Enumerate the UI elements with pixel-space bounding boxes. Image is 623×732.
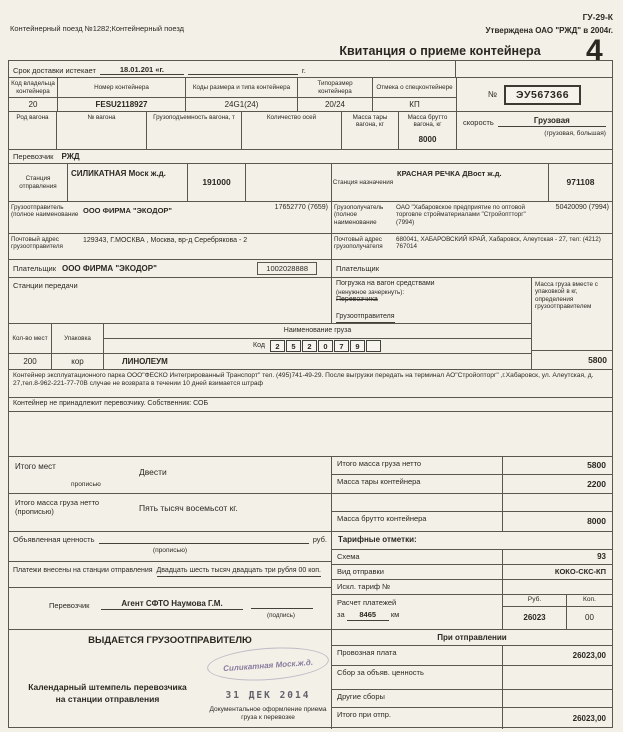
kop-header: Коп. (566, 595, 612, 606)
calendar-stamp-note: Календарный штемпель перевозчика на станции отправления (28, 682, 187, 704)
charge-label: Сбор за объяв. ценность (337, 668, 424, 677)
declared-value-label: Объявленная ценность (13, 535, 95, 544)
cargo-code-digit: 9 (350, 340, 365, 352)
charge-row (332, 708, 612, 729)
loading-means-note: (ненужное зачеркнуть): (336, 288, 405, 296)
excl-tariff-row (332, 580, 612, 595)
totals-gross-right (331, 494, 612, 531)
size-type-cell (185, 78, 297, 111)
form-approved: Утверждена ОАО "РЖД" в 2004г. (485, 26, 613, 35)
cargo-code-digit: 2 (302, 340, 317, 352)
station-stamp (207, 648, 329, 701)
station-to-code: 971108 (548, 164, 612, 201)
cargo-mass-value: 5800 (588, 354, 607, 365)
tariff-scheme-label: Схема (337, 552, 360, 561)
cargo-mass-column (531, 278, 612, 369)
totals-net-row (9, 493, 612, 531)
consignee-address-value: 680041, ХАБАРОВСКИЙ КРАЙ, Хабаровск, Алеутская - 27, тел: (4212) 767014 (396, 236, 601, 251)
wagon-gross-label: Масса брутто вагона, кг (407, 114, 448, 129)
cargo-pack-label: Упаковка (51, 324, 103, 353)
tare-mass-value: 2200 (502, 475, 612, 493)
size-type-label: Коды размера и типа контейнера (186, 78, 297, 98)
wagon-type-label: Род вагона (16, 114, 49, 121)
typesize-label: Типоразмер контейнера (298, 78, 372, 98)
carrier-row (9, 149, 612, 163)
stations-row (9, 163, 612, 201)
net-mass-label: Итого масса груза нетто (337, 459, 422, 468)
payer2-label: Плательщик (336, 263, 379, 273)
excl-tariff-label: Искл. тариф № (337, 582, 391, 591)
signature-agent-name: Агент СФТО Наумова Г.М. (101, 599, 243, 610)
totals-places-left (9, 457, 331, 493)
bottom-section (9, 629, 612, 729)
charge-value (502, 666, 612, 689)
charge-label: Провозная плата (337, 648, 397, 657)
cargo-code-label: Код (253, 341, 265, 349)
cargo-left (9, 278, 531, 369)
consignee-half (331, 202, 612, 233)
charge-row (332, 666, 612, 690)
gross-mass-value: 8000 (502, 512, 612, 531)
cargo-code-digit: 7 (334, 340, 349, 352)
loading-by-shipper: Грузоотправителя (336, 313, 395, 323)
payments-made-words: Двадцать шесть тысяч двадцать три рубля 00 коп. (157, 567, 321, 577)
station-to-label: Станция назначения (332, 178, 394, 186)
wagon-row (9, 111, 612, 149)
copy-number: 4 (586, 34, 603, 67)
payer-name: ООО ФИРМА "ЭКОДОР" (61, 263, 157, 273)
owner-code-label: Код владельца контейнера (9, 78, 57, 98)
wagon-capacity-label: Грузоподъемность вагона, т (146, 112, 241, 149)
loading-means-cell (331, 278, 531, 323)
loading-by-carrier: Перевозчика (336, 296, 378, 304)
cargo-code-digit (366, 340, 381, 352)
declared-value-line (13, 535, 327, 544)
charge-value (502, 690, 612, 707)
container-number-label: Номер контейнера (58, 78, 185, 98)
owner-code-value: 20 (28, 99, 38, 109)
addresses-row (9, 233, 612, 259)
cargo-code-digit: 2 (270, 340, 285, 352)
shipper-label: Грузоотправитель (полное наименование (11, 204, 79, 219)
gross-mass-row (332, 512, 612, 531)
special-mark-cell (372, 78, 456, 111)
delivery-date-value: 18.01.201 (119, 64, 154, 74)
speed-note: (грузовая, большая) (544, 130, 606, 137)
totals-net-left (9, 494, 331, 531)
stamp-oval (206, 644, 330, 684)
owner-code-cell (9, 78, 57, 111)
receipt-form (8, 60, 613, 728)
station-from-label: Станция отправления (19, 175, 57, 190)
cargo-code-row (104, 339, 531, 353)
consignee-label: Грузополучатель (полное наименование (334, 204, 384, 226)
speed-line (463, 116, 606, 127)
signature-carrier-label: Перевозчик (49, 601, 90, 610)
charge-label: Итого при отпр. (337, 710, 392, 719)
charge-row (332, 646, 612, 666)
totals-places-row (9, 456, 612, 493)
tare-mass-row (332, 475, 612, 493)
transfer-stations-label: Станции передачи (13, 281, 78, 290)
container-number-value: FESU2118927 (95, 99, 148, 109)
charge-value: 26023,00 (502, 708, 612, 729)
cargo-qty-value: 200 (23, 356, 37, 366)
size-type-value: 24G1(24) (224, 99, 259, 109)
station-from-name: СИЛИКАТНАЯ Моск ж.д. (67, 164, 187, 201)
special-mark-label: Отмека о спецконтейнере (373, 78, 456, 98)
consignee-name: ОАО "Хабаровское предприятие по оптовой торговле стройматериалами "Стройоптторг" (7994) (396, 204, 526, 226)
ownership-note: Контейнер не принадлежит перевозчику. Собственник: СОБ (9, 397, 612, 411)
totals-mass-right (331, 457, 612, 493)
calc-distance-value: 8465 (347, 610, 389, 620)
charge-value: 26023,00 (502, 646, 612, 665)
calc-amount-grid (502, 595, 612, 629)
calc-amount-headers (503, 595, 612, 607)
payer-left (9, 260, 331, 277)
kop-value: 00 (566, 607, 612, 629)
calc-row (332, 595, 612, 629)
wagon-axles-label: Количество осей (241, 112, 341, 149)
cargo-pack-value: кор (51, 354, 103, 369)
cargo-mass-note: Масса груза вместе с упаковкой в кг, определения грузоотправителем (532, 278, 612, 351)
consignee-address-label: Почтовый адрес грузополучателя (334, 236, 383, 251)
container-number-cell (57, 78, 185, 111)
station-to-name: КРАСНАЯ РЕЧКА ДВост ж.д. (397, 169, 502, 178)
issued-left (9, 630, 331, 729)
stamp-station-name: Силикатная Моск.ж.д. (222, 657, 314, 674)
net-mass-value: 5800 (502, 457, 612, 474)
signature-note: (подпись) (267, 612, 295, 619)
signature-blank-line (251, 608, 313, 609)
excl-tariff-value (502, 580, 612, 594)
rub-header: Руб. (527, 596, 542, 604)
delivery-date (100, 65, 184, 75)
gross-spacer-label (332, 494, 502, 511)
shipper-okpo: 17652770 (7659) (274, 204, 328, 211)
blank-band (9, 411, 612, 456)
wagon-tare-label: Масса тары вагона, кг (341, 112, 398, 149)
cargo-qty-label: Кол-во мест (12, 334, 48, 342)
delivery-right-spacer (455, 61, 612, 77)
delivery-deadline-cell (9, 61, 455, 77)
delivery-date-suffix: «г. (155, 64, 164, 74)
declared-value-blank (99, 535, 309, 544)
special-mark-value: КП (409, 99, 420, 109)
cargo-values-row (9, 354, 531, 369)
calc-distance-line (337, 610, 497, 620)
shipper-name: ООО ФИРМА "ЭКОДОР" (83, 206, 172, 215)
cargo-name-column (103, 324, 531, 353)
consignee-address-half (331, 234, 612, 259)
form-code: ГУ-29-К (582, 12, 613, 22)
dispatch-type-row (332, 565, 612, 580)
speed-label: скорость (463, 117, 494, 127)
net-words-value: Пять тысяч восемьсот кг. (139, 503, 238, 513)
carrier-value: РЖД (61, 151, 80, 161)
receipt-number-sign: № (487, 89, 498, 100)
at-dispatch-title: При отправлении (332, 630, 612, 646)
loading-means-label: Погрузка на вагон средствами (336, 280, 435, 287)
cargo-code-digit: 5 (286, 340, 301, 352)
payments-left (9, 532, 331, 629)
calc-amount-values (503, 607, 612, 629)
receipt-number-cell (456, 78, 612, 111)
receipt-number-value: ЭУ567366 (504, 85, 581, 105)
delivery-blank-line (188, 66, 298, 75)
payments-made-label: Платежи внесены на станции отправления (13, 567, 153, 574)
station-from-spacer (245, 164, 331, 201)
at-dispatch-right (331, 630, 612, 729)
train-note: Контейнерный поезд №1282;Контейнерный поезд (10, 24, 185, 33)
shipper-address-value: 129343, Г.МОСКВА , Москва, вр-д Серебрякова - 2 (83, 237, 248, 244)
delivery-label: Срок доставки истекает (13, 65, 96, 75)
speed-value: Грузовая (498, 116, 606, 127)
payments-section (9, 531, 612, 629)
form-title: Квитанция о приеме контейнера (339, 44, 541, 58)
cargo-code-digit: 0 (318, 340, 333, 352)
parties-row (9, 201, 612, 233)
delivery-deadline-row (9, 61, 612, 77)
speed-cell (456, 112, 612, 149)
station-from-half (9, 164, 331, 201)
tariff-scheme-row (332, 550, 612, 565)
payer-row (9, 259, 612, 277)
dispatch-type-label: Вид отправки (337, 567, 384, 576)
charge-label: Другие сборы (337, 692, 385, 701)
cargo-header-row (9, 324, 531, 354)
places-words: Двести (139, 467, 167, 477)
tare-mass-label: Масса тары контейнера (337, 477, 421, 486)
shipper-address-label: Почтовый адрес грузоотправителя (11, 236, 63, 251)
cargo-name-label: Наименование груза (104, 324, 531, 339)
places-label: Итого мест (15, 462, 56, 471)
transfer-loading-row (9, 278, 531, 324)
tariff-right (331, 532, 612, 629)
carrier-label: Перевозчик (13, 151, 54, 161)
payer-code: 1002028888 (257, 262, 317, 275)
wagon-gross-value: 8000 (418, 134, 437, 144)
places-note: прописью (71, 481, 101, 488)
stamp-date: 31 ДЕК 2014 (225, 690, 311, 701)
payer-label: Плательщик (13, 263, 56, 273)
typesize-cell (297, 78, 372, 111)
net-mass-row (332, 457, 612, 475)
declared-value-row (9, 532, 331, 562)
doc-processing-note: Документальное оформление приема груза к перевозке (209, 706, 327, 722)
carrier-signature-row (9, 588, 331, 629)
gross-spacer-row (332, 494, 612, 512)
tariff-title: Тарифные отметки: (332, 532, 612, 550)
rub-value: 26023 (523, 613, 546, 622)
consignee-okpo: 50420090 (7994) (555, 204, 609, 211)
charge-row (332, 690, 612, 708)
dispatch-type-value: КОКО-СКС-КП (502, 565, 612, 579)
payments-made-row (9, 562, 331, 588)
cargo-name-value: ЛИНОЛЕУМ (103, 354, 531, 369)
calc-km: км (390, 610, 400, 620)
issued-title: ВЫДАЕТСЯ ГРУЗООТПРАВИТЕЛЮ (88, 635, 252, 646)
calc-za: за (337, 610, 345, 620)
gross-mass-label: Масса брутто контейнера (337, 514, 427, 523)
station-from-code: 191000 (187, 164, 245, 201)
fleet-note: Контейнер эксплуатационного парка ООО"ФЕСКО Интегрированный Транспорт" тел. (495)741-49-29. После выгрузки передать на терминал АО"Стройопторг" ,г.Хабаровск, ул. Алеутская, д. 27,тел.8-962-221-77-70В случае не возврата в течении 10 дней взимается штраф (9, 369, 612, 397)
gross-spacer-value (502, 494, 612, 511)
calc-label: Расчет платежей (337, 598, 397, 607)
container-codes-row (9, 77, 612, 111)
delivery-year-label: г. (301, 65, 306, 75)
declared-value-note: (прописью) (152, 547, 188, 555)
shipper-half (9, 202, 331, 233)
tariff-scheme-value: 93 (502, 550, 612, 564)
shipper-address-half (9, 234, 331, 259)
wagon-number-label: № вагона (56, 112, 146, 149)
declared-value-rub: руб. (312, 535, 327, 544)
cargo-section (9, 277, 612, 369)
typesize-value: 20/24 (324, 99, 346, 109)
wagon-gross-cell (398, 112, 456, 149)
station-to-half (331, 164, 612, 201)
calc-left (332, 595, 502, 629)
net-words-label: Итого масса груза нетто (прописью) (15, 498, 100, 517)
payer-right (331, 260, 612, 277)
